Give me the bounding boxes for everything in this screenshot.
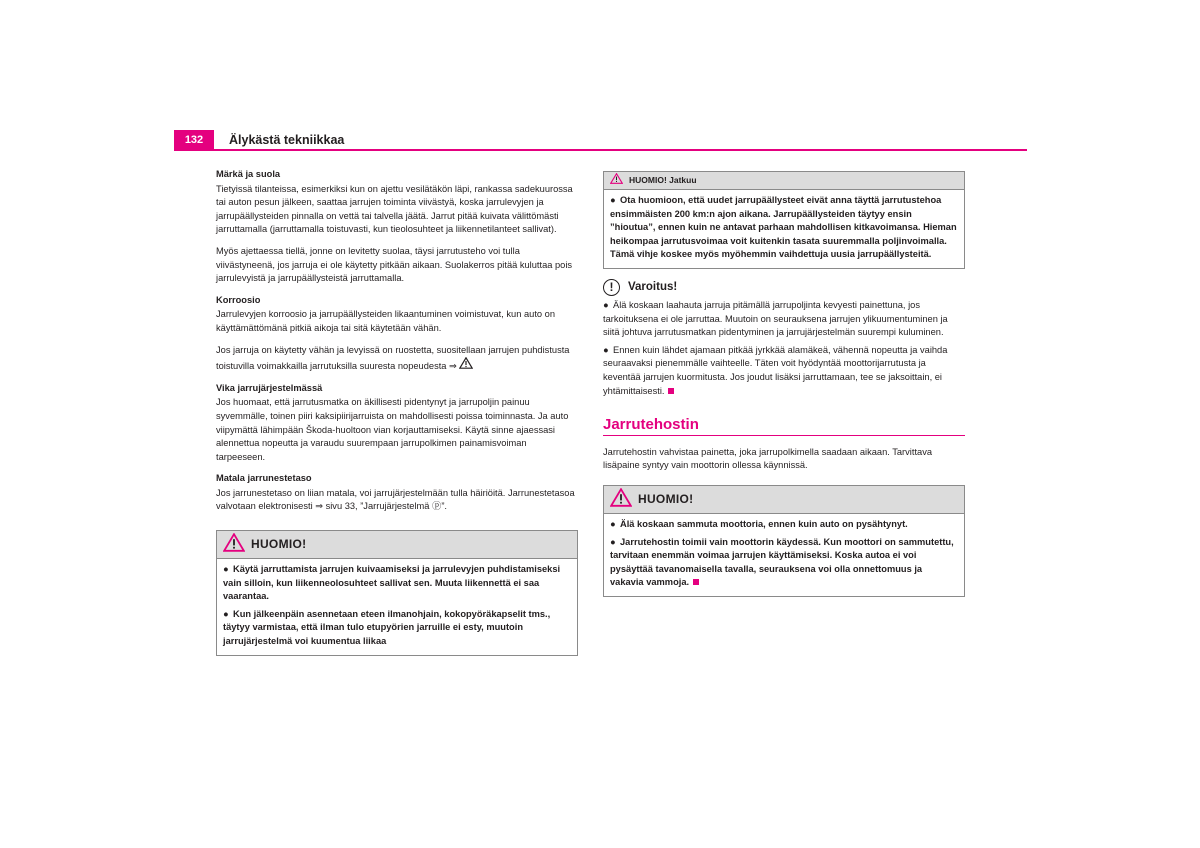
section-corrosion — [216, 294, 578, 374]
caution-title: HUOMIO! — [638, 491, 694, 506]
warning-title: Varoitus! — [628, 280, 678, 293]
bullet-icon: ● — [610, 518, 616, 529]
bullet-item — [610, 194, 958, 262]
caution-continued-box — [603, 171, 965, 269]
caution-box-body — [604, 514, 964, 596]
subheading: Korroosio — [216, 294, 261, 305]
warning-header — [603, 279, 965, 296]
chapter-title: Älykästä tekniikkaa — [229, 133, 345, 147]
bullet-icon: ● — [603, 299, 609, 310]
subheading: Vika jarrujärjestelmässä — [216, 382, 323, 393]
section-wet-salt — [216, 168, 578, 286]
paragraph: Jos jarrunestetaso on liian matala, voi jarrujärjestelmään tulla häiriöitä. Jarrunestetasoa valvotaan elektronisesti ⇒ sivu 33, ”Jarrujärjestelmä ⓟ”. — [216, 487, 575, 512]
caution-box — [216, 530, 578, 656]
bullet-text: Kun jälkeenpäin asennetaan eteen ilmanohjain, kokopyöräkapselit tms., täytyy varmistaa, että ilman tulo etupyörien jarruille ei esty, muutoin jarrujärjestelmä voi kuumentua liikaa — [223, 608, 551, 647]
bullet-item — [223, 563, 571, 604]
bullet-icon: ● — [610, 536, 616, 547]
caution-continued-header — [604, 172, 964, 190]
bullet-text: Jarrutehostin toimii vain moottorin käydessä. Kun moottori on sammutettu, tarvitaan enemmän voimaa jarrujen käyttämiseksi. Koska autoa ei voi pysäyttää tavanomaisella tavalla, seurauksena voi olla onnettomuus ja vakavia vammoja. — [610, 536, 954, 588]
bullet-icon: ● — [610, 195, 616, 205]
exclamation-circle-icon: ! — [603, 279, 620, 296]
bullet-text: Älä koskaan sammuta moottoria, ennen kuin auto on pysähtynyt. — [620, 518, 908, 529]
header-rule — [174, 149, 1027, 151]
warning-triangle-icon — [459, 357, 473, 374]
end-marker-icon — [693, 579, 699, 585]
paragraph: Jos huomaat, että jarrutusmatka on äkillisesti pidentynyt ja jarrupoljin painuu syvemmälle, toinen piiri kaksipiirijarruista on mahdollisesti poissa toiminnasta. Ja auto viipymättä lähimpään Škoda-huoltoon vian korjauttamiseksi. Käytä sinne ajaessasi alennettua nopeutta ja varaudu suurempaan jarrupolkimen painamisvoiman tarpeeseen. — [216, 397, 569, 462]
bullet-item — [603, 344, 965, 398]
right-column — [603, 171, 965, 607]
bullet-item — [603, 299, 965, 340]
bullet-text: Ota huomioon, että uudet jarrupäällysteet eivät anna täyttä jarrutustehoa ensimmäisten 200 km:n ajon aikana. Jarrupäällysteiden täytyy ensin ”hioutua”, ennen kuin ne antavat parhaan mahdollisen kitkavoimansa. Hieman heikompaa jarrutusvoimaa voit kuitenkin tasata suuremmalla poljinvoimalla. Tämä vihje koskee myös myöhemmin vaihdettuja uusia jarrupäällysteitä. — [610, 195, 957, 260]
page-number: 132 — [174, 130, 214, 150]
paragraph-with-ref — [216, 344, 578, 374]
bullet-text: Käytä jarruttamista jarrujen kuivaamiseksi ja jarrulevyjen puhdistamiseksi vain silloin, kun liikenneolosuhteet sallivat sen. Muuta liikennettä ei saa vaarantaa. — [223, 564, 561, 602]
bullet-text: Ennen kuin lähdet ajamaan pitkää jyrkkää alamäkeä, vähennä nopeutta ja vaihda seuraavaksi pienemmälle vaihteelle. Täten voit hyödyntää moottorijarrutusta ja keventää jarrujen kuormitusta. Jos joudut lisäksi jarruttamaan, tee se jaksoittain, ei yhtämittaisesti. — [603, 344, 948, 396]
subheading: Märkä ja suola — [216, 169, 281, 179]
caution-continued-title: HUOMIO! Jatkuu — [629, 174, 697, 185]
caution-box — [603, 485, 965, 597]
bullet-icon: ● — [223, 608, 229, 619]
caution-box-body — [217, 559, 577, 655]
bullet-text: Älä koskaan laahauta jarruja pitämällä jarrupoljinta kevyesti painettuna, jos tarkoituksena ei ole jarruttaa. Muutoin on seurauksena jarrujen ylikuumentuminen ja siitä johtuva jarrutusmatkan pidentyminen ja jarrujärjestelmän suurempi kuluminen. — [603, 299, 948, 338]
caution-title: HUOMIO! — [251, 536, 307, 551]
bullet-item — [223, 608, 571, 649]
section-low-fluid — [216, 472, 578, 514]
subheading: Matala jarrunestetaso — [216, 473, 312, 484]
warning-triangle-icon — [610, 488, 632, 511]
bullet-icon: ● — [603, 344, 609, 355]
warning-block — [603, 279, 965, 398]
section-title: Jarrutehostin — [603, 418, 965, 436]
caution-box-header — [217, 531, 577, 559]
left-column — [216, 168, 578, 666]
bullet-item — [610, 536, 958, 590]
paragraph-text: Jos jarruja on käytetty vähän ja levyissä on ruostetta, suositellaan jarrujen puhdistusta toistuvilla voimakkailla jarrutuksilla suuresta nopeudesta ⇒ — [216, 344, 570, 372]
end-marker-icon — [668, 388, 674, 394]
paragraph: Jarrulevyjen korroosio ja jarrupäällysteiden likaantuminen voimistuvat, kun auto on käyttämättömänä pitkiä aikoja tai sitä käytetään vähän. — [216, 309, 555, 333]
paragraph: Tietyissä tilanteissa, esimerkiksi kun on ajettu vesilätäkön läpi, rankassa sadekuurossa tai auton pesun jälkeen, saattaa jarrujen toiminta viivästyä, koska jarrulevyjen ja jarrupäällysteiden pinnalla on vettä tai talvella jäätä. Jarrut pitää kuivata välittömästi jarruttamalla (jarruttamalla toistuvasti, kun tieolosuhteet ja liikennetilanteet sallivat). — [216, 183, 573, 235]
caution-continued-body — [604, 190, 964, 268]
section-brake-fault — [216, 382, 578, 465]
bullet-icon: ● — [223, 564, 229, 575]
paragraph: Myös ajettaessa tiellä, jonne on levitetty suolaa, täysi jarrutusteho voi tulla viivästyneenä, jos jarruja ei ole käytetty pitkään aikaan. Suolakerros pitää kuluttaa pois jarrulevyistä ja jarrupäällysteistä jarruttamalla. — [216, 245, 573, 284]
warning-triangle-icon — [610, 173, 623, 189]
warning-triangle-icon — [223, 533, 245, 556]
paragraph: Jarrutehostin vahvistaa painetta, joka jarrupolkimella saadaan aikaan. Tarvittava lisäpaine syntyy vain moottorin ollessa käynnissä. — [603, 446, 933, 471]
bullet-item — [610, 518, 958, 532]
caution-box-header — [604, 486, 964, 514]
